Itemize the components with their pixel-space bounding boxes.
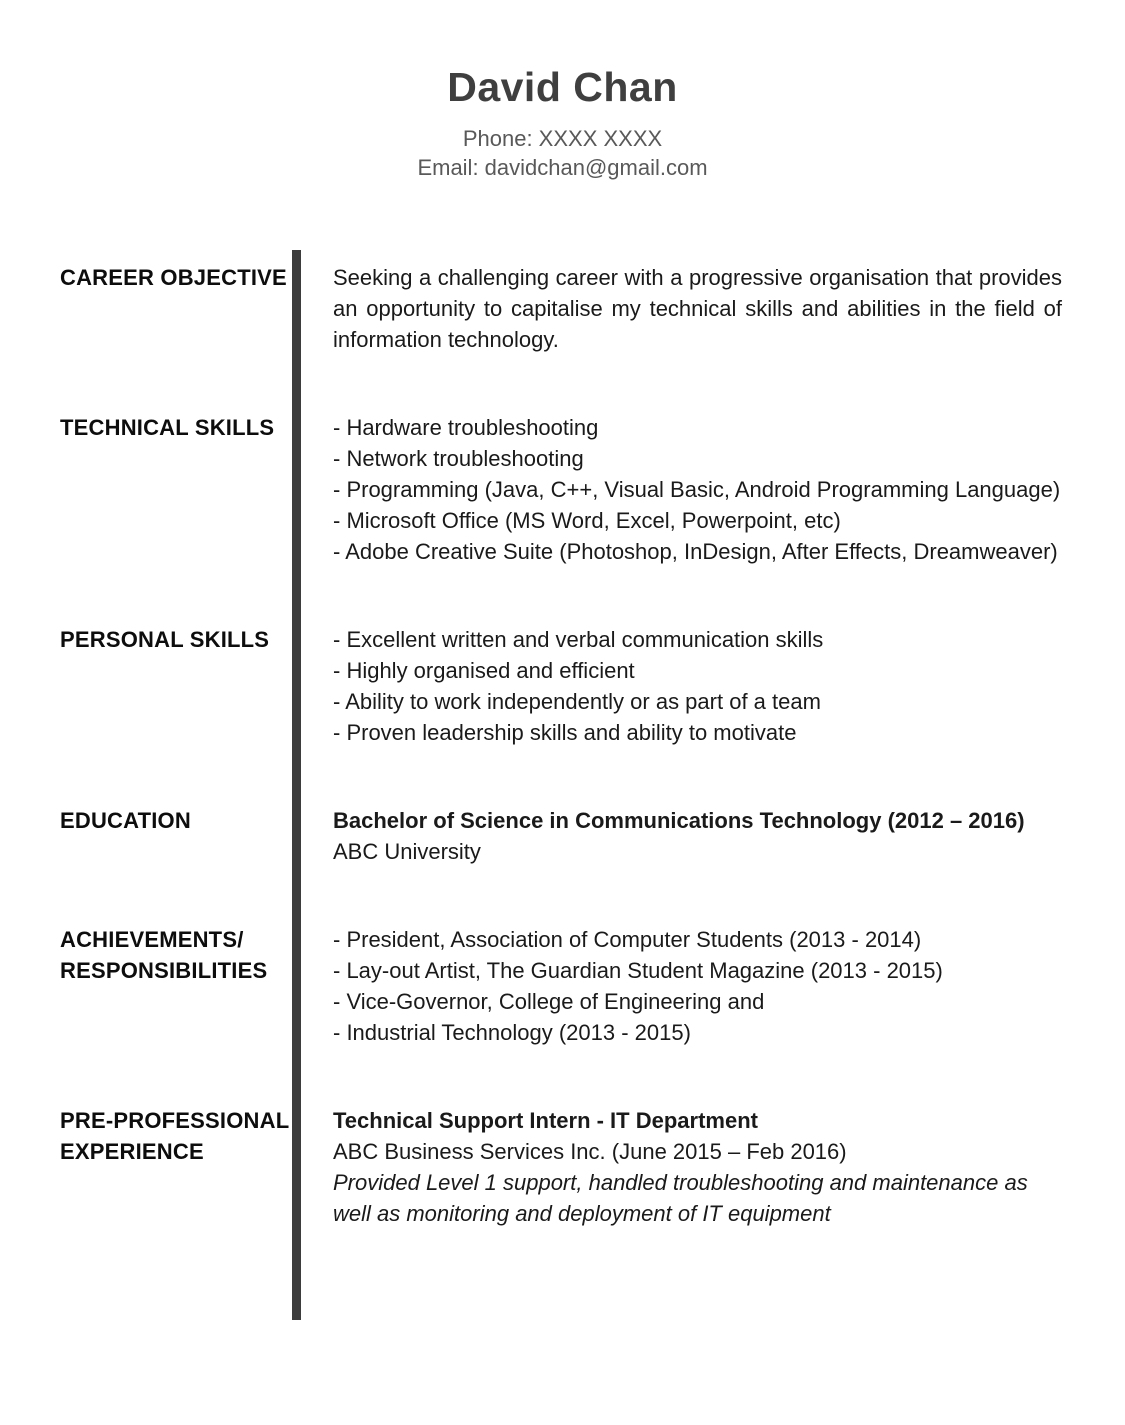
section-personal-skills [0, 624, 1125, 748]
list-item: - Excellent written and verbal communication skills [333, 627, 824, 652]
section-label-line: PRE-PROFESSIONAL [60, 1108, 290, 1133]
achievements-list [292, 924, 1062, 1048]
list-item: - Vice-Governor, College of Engineering and [333, 989, 765, 1014]
person-name: David Chan [447, 64, 678, 110]
section-label-line: ACHIEVEMENTS/ [60, 927, 244, 952]
career-objective-text: Seeking a challenging career with a progressive organisation that provides an opportunity to capitalise my technical skills and abilities in the field of information technology. [333, 265, 1062, 352]
section-label-education: EDUCATION [60, 808, 191, 833]
section-label-achievements [60, 924, 292, 1048]
list-item: - Hardware troubleshooting [333, 415, 599, 440]
experience-body [292, 1105, 1062, 1229]
technical-skills-list [292, 412, 1062, 567]
list-item: - Industrial Technology (2013 - 2015) [333, 1020, 691, 1045]
list-item: - Network troubleshooting [333, 446, 584, 471]
section-label-personal-skills: PERSONAL SKILLS [60, 627, 270, 652]
list-item: - President, Association of Computer Students (2013 - 2014) [333, 927, 922, 952]
education-degree: Bachelor of Science in Communications Technology (2012 – 2016) [333, 808, 1025, 833]
vertical-divider [292, 250, 301, 1320]
resume-header [0, 0, 1125, 182]
section-label-line: RESPONSIBILITIES [60, 958, 268, 983]
list-item: - Lay-out Artist, The Guardian Student Magazine (2013 - 2015) [333, 958, 943, 983]
list-item: - Highly organised and efficient [333, 658, 635, 683]
phone-line: Phone: XXXX XXXX [462, 126, 663, 151]
email-line: Email: davidchan@gmail.com [417, 155, 708, 180]
list-item: - Adobe Creative Suite (Photoshop, InDesign, After Effects, Dreamweaver) [333, 539, 1058, 564]
career-objective-body [292, 262, 1062, 355]
experience-title: Technical Support Intern - IT Department [333, 1108, 758, 1133]
experience-company: ABC Business Services Inc. (June 2015 – Feb 2016) [333, 1139, 847, 1164]
list-item: - Programming (Java, C++, Visual Basic, Android Programming Language) [333, 477, 1061, 502]
resume-sections [0, 262, 1125, 1229]
list-item: - Ability to work independently or as part of a team [333, 689, 821, 714]
list-item: - Microsoft Office (MS Word, Excel, Powerpoint, etc) [333, 508, 841, 533]
section-label-career-objective: CAREER OBJECTIVE [60, 265, 287, 290]
section-technical-skills [0, 412, 1125, 567]
education-school: ABC University [333, 839, 481, 864]
section-label-technical-skills: TECHNICAL SKILLS [60, 415, 275, 440]
personal-skills-list [292, 624, 1062, 748]
section-label-experience [60, 1105, 292, 1229]
contact-info [0, 124, 1125, 182]
section-experience [0, 1105, 1125, 1229]
section-career-objective [0, 262, 1125, 355]
education-body [292, 805, 1062, 867]
section-label-line: EXPERIENCE [60, 1139, 204, 1164]
section-achievements [0, 924, 1125, 1048]
list-item: - Proven leadership skills and ability to motivate [333, 720, 797, 745]
experience-description: Provided Level 1 support, handled troubleshooting and maintenance as well as monitoring and deployment of IT equipment [333, 1170, 1028, 1226]
section-education [0, 805, 1125, 867]
